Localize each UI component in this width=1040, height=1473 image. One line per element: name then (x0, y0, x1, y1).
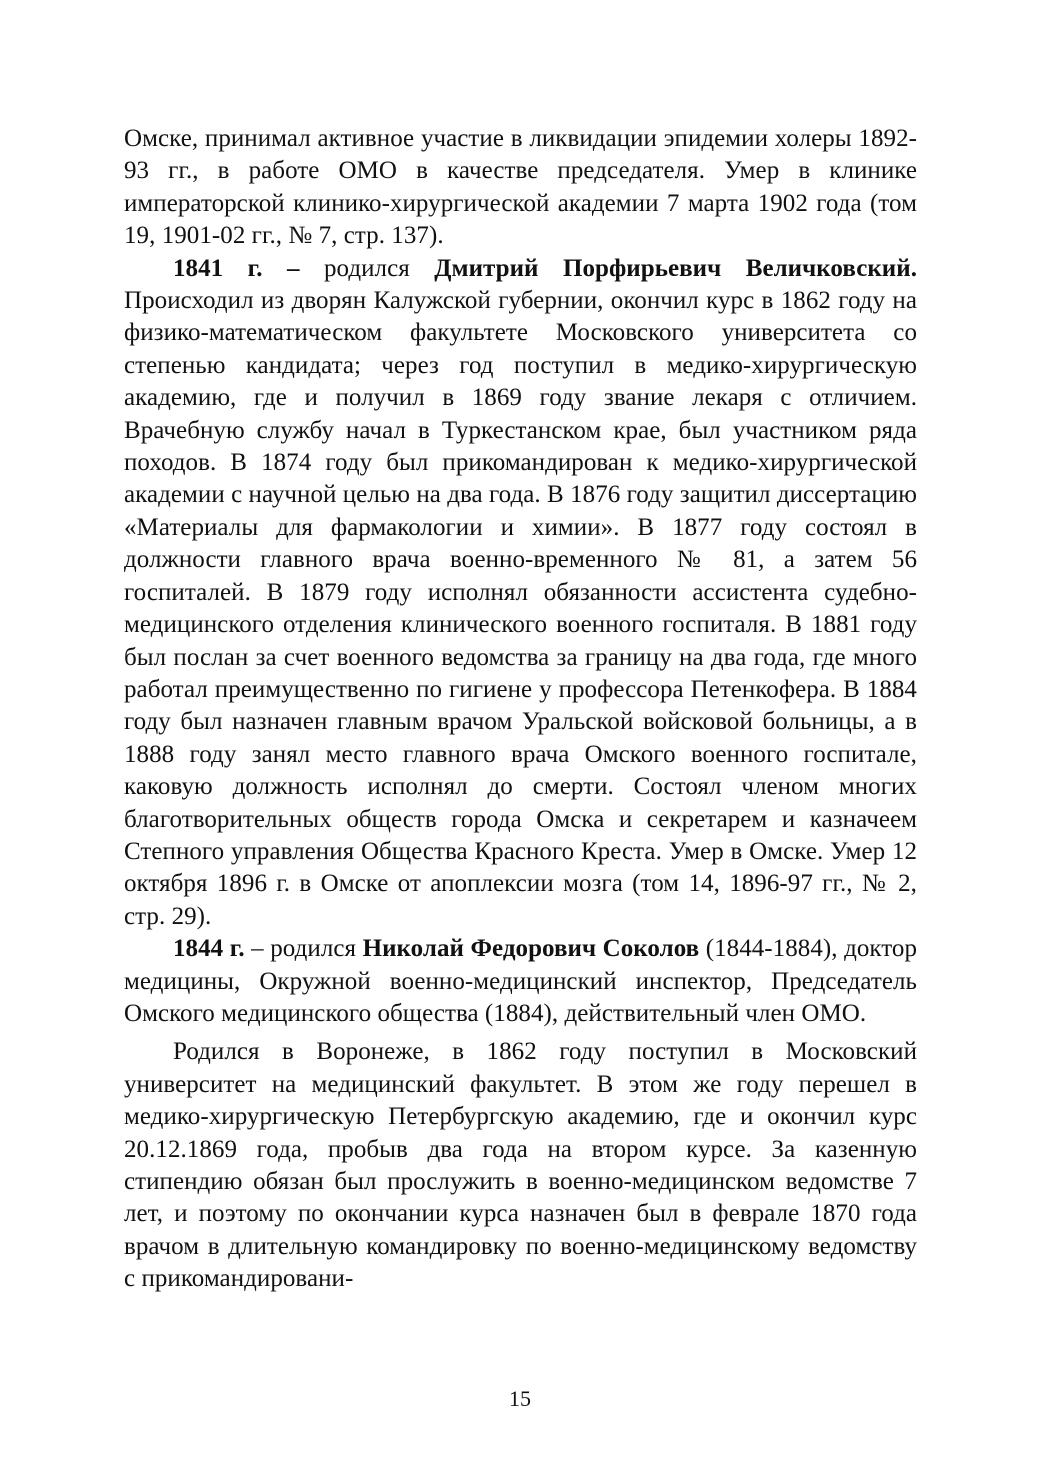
entry-1841 (124, 253, 917, 934)
entry-text: Происходил из дворян Калужской губернии, окончил курс в 1862 году на физико-математическом факультете Московского университета со степенью кандидата; через год поступил в медико-хирургическую академию, где и получил в 1869 году звание лекаря с отличием. Врачебную службу начал в Туркестанском крае, был участником ряда походов. В 1874 году был прикомандирован к медико-хирургической академии с научной целью на два года. В 1876 году защитил диссертацию «Материалы для фармакологии и химии». В 1877 году состоял в должности главного врача военно-временного № 81, а затем 56 госпиталей. В 1879 году исполнял обязанности ассистента судебно-медицинского отделения клинического военного госпиталя. В 1881 году был послан за счет военного ведомства за границу на два года, где много работал преимущественно по гигиене у профессора Петенкофера. В 1884 году был назначен главным врачом Уральской войсковой больницы, а в 1888 году занял место главного врача Омского военного госпитале, каковую должность исполнял до смерти. Состоял членом многих благотворительных обществ города Омска и секретарем и казначеем Степного управления Общества Красного Креста. Умер в Омске. Умер 12 октября 1896 г. в Омске от апоплексии мозга (том 14, 1896-97 гг., № 2, стр. 29). (124, 287, 917, 930)
paragraph-continuation (124, 123, 917, 253)
entry-text: (1844-1884), доктор медицины, Окружной военно-медицинский инспектор, Председатель Омского медицинского общества (1884), действительный член ОМО. (124, 935, 918, 1027)
paragraph-text: Родился в Воронеже, в 1862 году поступил в Московский университет на медицинский факультет. В этом же году перешел в медико-хирургическую Петербургскую академию, где и окончил курс 20.12.1869 года, пробыв два года на втором курсе. За казенную стипендию обязан был прослужить в военно-медицинском ведомстве 7 лет, и поэтому по окончании курса назначен был в феврале 1870 года врачом в длительную командировку по военно-медицинскому ведомству с прикомандировани- (124, 1038, 917, 1293)
entry-year: 1844 г. (173, 935, 245, 963)
entry-person-name: Николай Федорович Соколов (362, 935, 700, 963)
entry-lead: – родился (244, 935, 363, 963)
document-page (124, 123, 917, 1296)
paragraph-text: Омске, принимал активное участие в ликвидации эпидемии холеры 1892-93 гг., в работе ОМО в качестве председателя. Умер в клинике императорской клинико-хирургической академии 7 марта 1902 года (том 19, 1901-02 гг., № 7, стр. 137). (124, 125, 917, 250)
paragraph-biography (124, 1036, 917, 1295)
entry-person-name: Дмитрий Порфирьевич Величковский. (434, 254, 917, 282)
entry-year: 1841 г. – (173, 254, 300, 282)
entry-lead: родился (299, 254, 435, 282)
entry-1844 (124, 933, 917, 1030)
page-number: 15 (509, 1386, 531, 1411)
